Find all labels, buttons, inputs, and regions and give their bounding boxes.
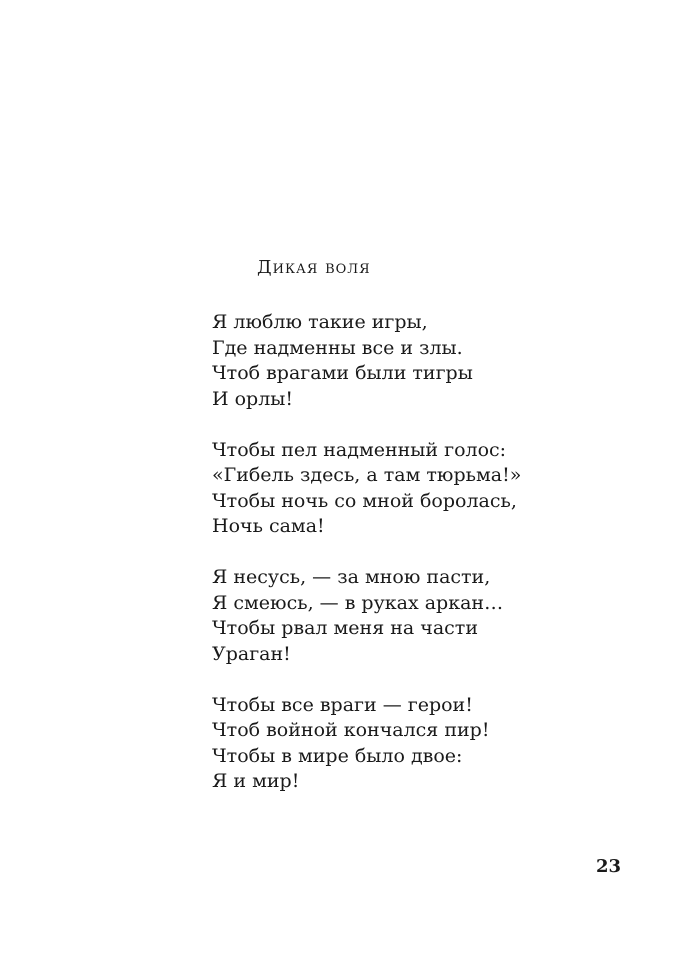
stanza-2 — [212, 438, 632, 540]
poem-line: Я люблю такие игры, — [212, 311, 428, 333]
poem-title: Дикая воля — [257, 257, 371, 278]
poem-body — [212, 310, 632, 820]
poem-line: Чтобы все враги — герои! — [212, 693, 473, 716]
poem-line: Чтоб врагами были тигры — [212, 362, 473, 384]
poem-line: Ураган! — [212, 642, 291, 665]
poem-line: «Гибель здесь, а там тюрьма!» — [212, 464, 522, 486]
poem-line: Чтобы в мире было двое: — [212, 744, 463, 767]
poem-line: Чтобы рвал меня на части — [212, 617, 478, 639]
poem-line: Ночь сама! — [212, 515, 325, 537]
stanza-4 — [212, 693, 632, 795]
poem-line: Я и мир! — [212, 770, 300, 792]
poem-line: Я смеюсь, — в руках аркан… — [212, 591, 504, 614]
stanza-1 — [212, 310, 632, 412]
poem-line: Я несусь, — за мною пасти, — [212, 566, 491, 588]
poem-line: Чтоб войной кончался пир! — [212, 719, 490, 741]
poem-line: Чтобы пел надменный голос: — [212, 438, 507, 461]
page-number: 23 — [596, 856, 622, 877]
stanza-3 — [212, 565, 632, 667]
poem-line: И орлы! — [212, 387, 294, 410]
poem-line: Где надменны все и злы. — [212, 336, 463, 359]
poem-line: Чтобы ночь со мной боролась, — [212, 489, 517, 512]
